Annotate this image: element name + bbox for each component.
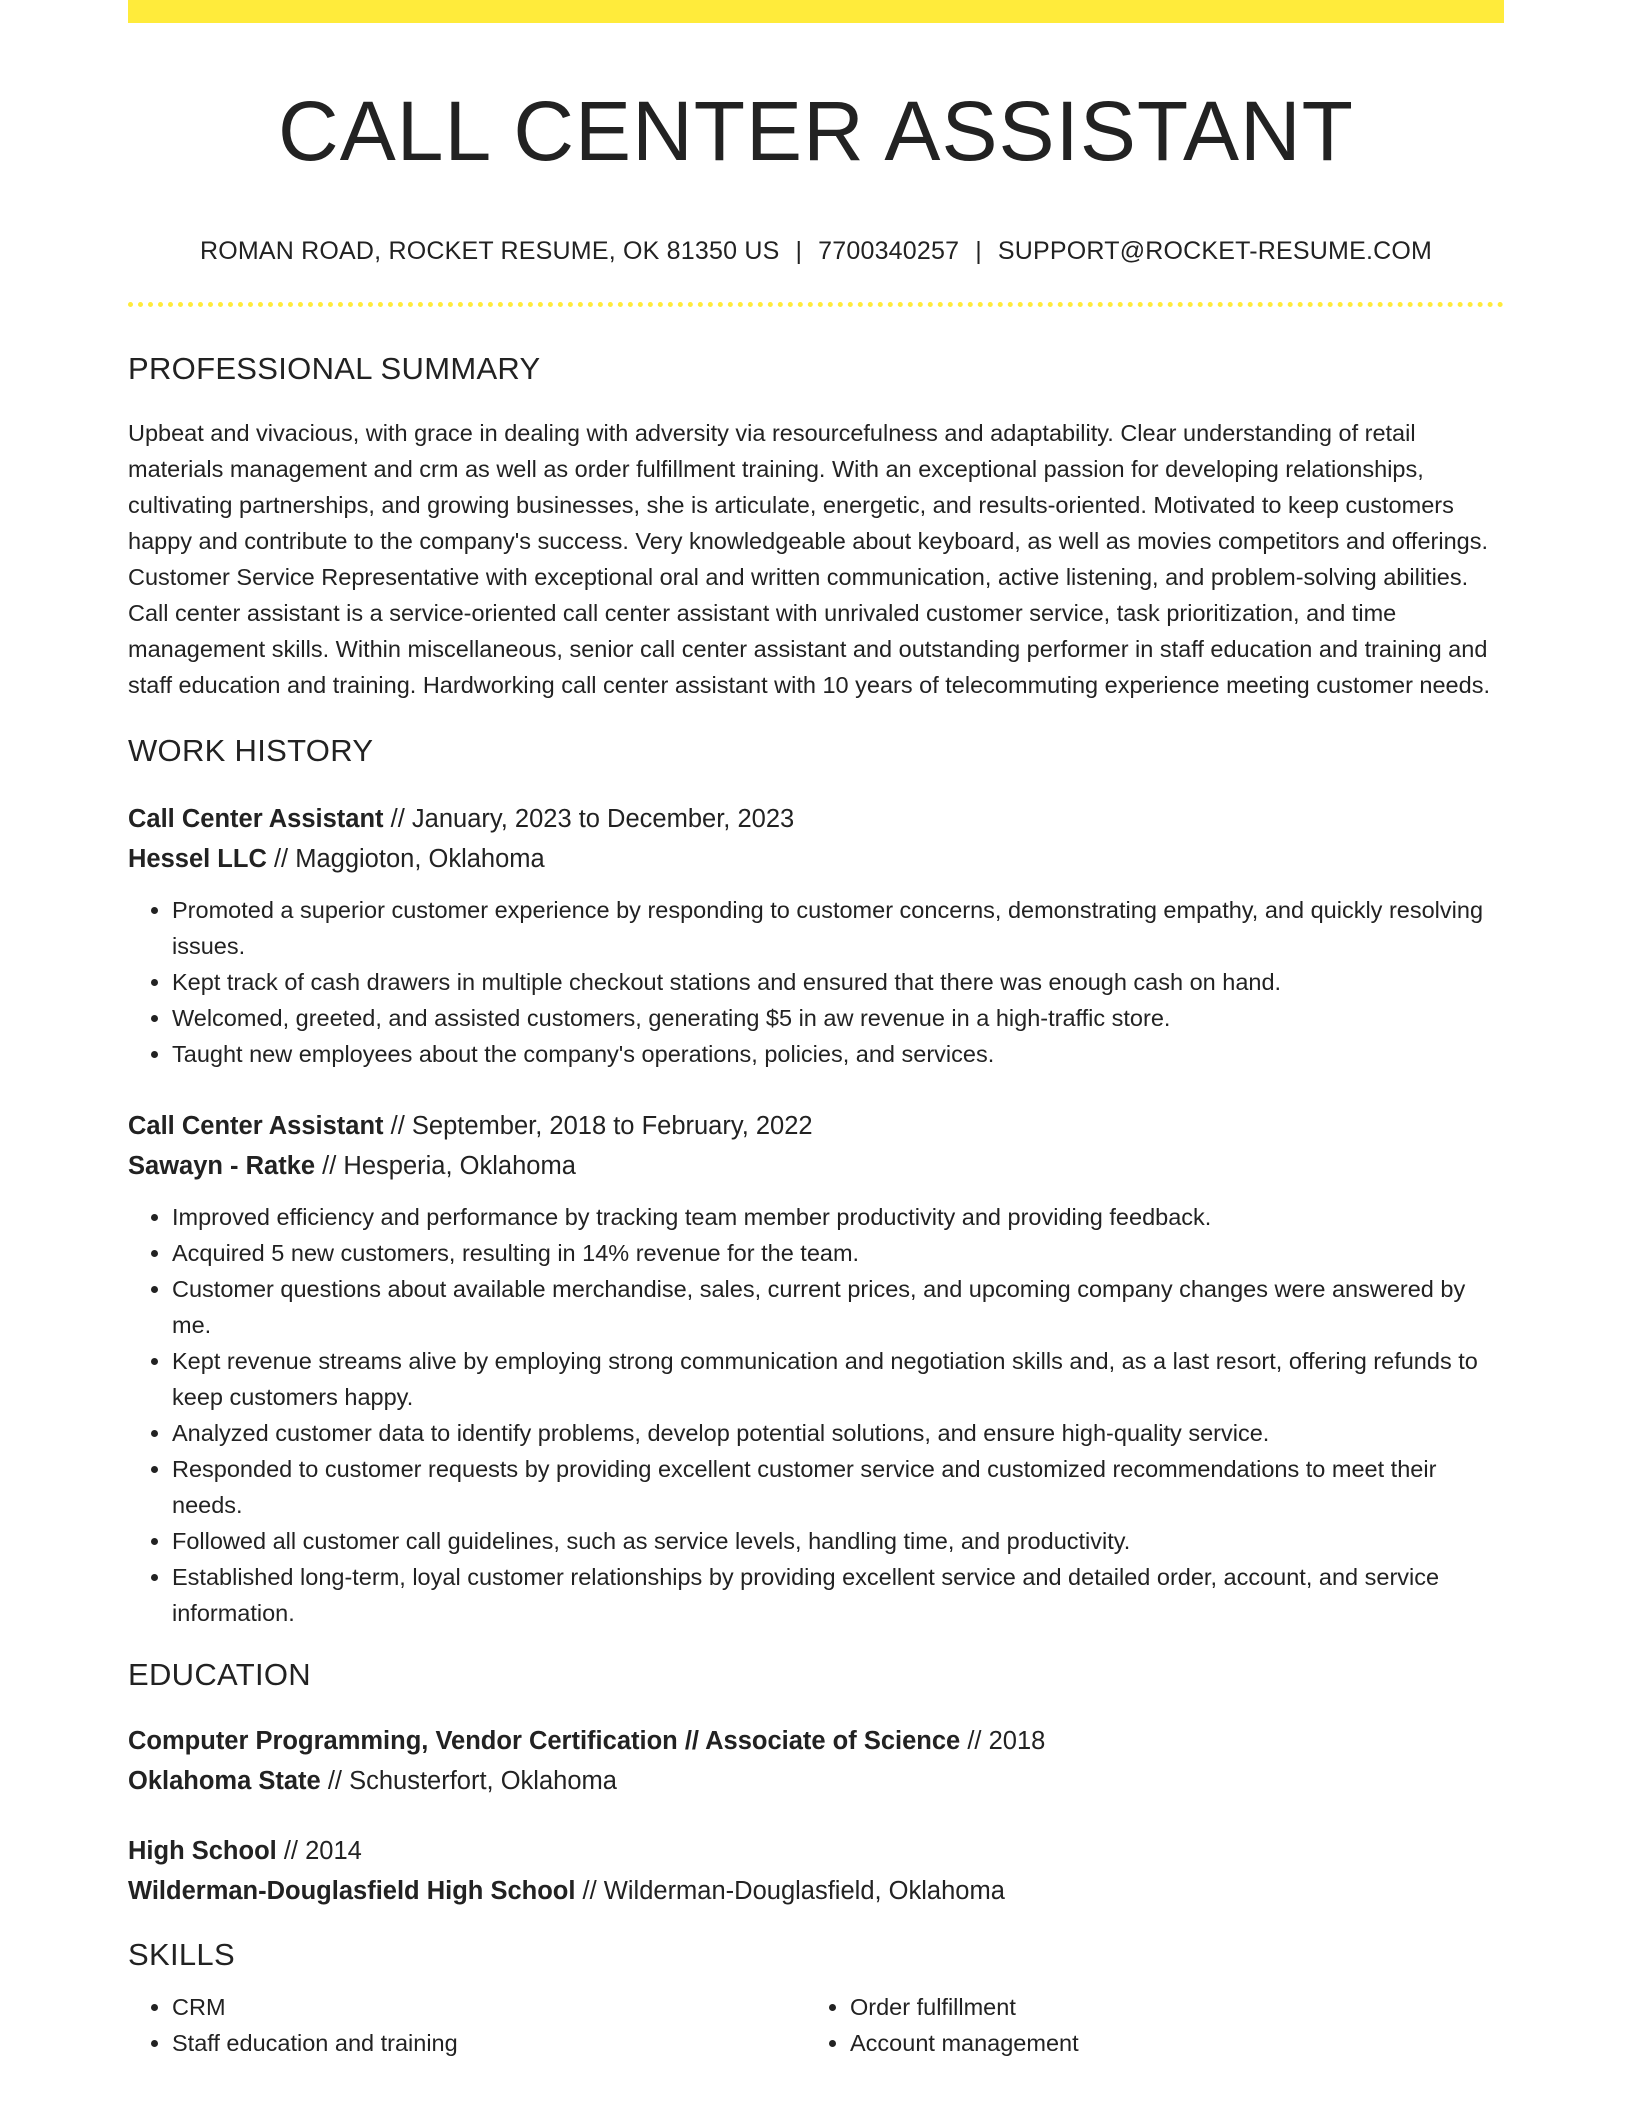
- accent-top-bar: [128, 0, 1504, 23]
- skill-item: • CRM: [172, 1989, 806, 2025]
- list-item: • Customer questions about available merchandise, sales, current prices, and upcoming company changes were answered by me.: [172, 1271, 1504, 1343]
- skills-column-right: [806, 1989, 1484, 2061]
- skills-heading: SKILLS: [128, 1937, 235, 1973]
- skill-item: • Order fulfillment: [850, 1989, 1484, 2025]
- job-company-line: [128, 1146, 1504, 1186]
- job-location: // Maggioton, Oklahoma: [266, 845, 545, 874]
- list-item: • Promoted a superior customer experience by responding to customer concerns, demonstrating empathy, and quickly resolving issues.: [172, 892, 1504, 964]
- contact-address: ROMAN ROAD, ROCKET RESUME, OK 81350 US: [199, 237, 780, 266]
- contact-email: SUPPORT@ROCKET-RESUME.COM: [997, 237, 1433, 266]
- resume-title: CALL CENTER ASSISTANT: [278, 84, 1354, 178]
- job-title-line: [128, 799, 1504, 839]
- dotted-divider: [128, 302, 1504, 307]
- job-entry: [128, 1106, 1504, 1631]
- education-degree: High School: [128, 1837, 277, 1866]
- job-bullets: [128, 1199, 1504, 1631]
- education-year: // 2018: [960, 1727, 1046, 1756]
- job-location: // Hesperia, Oklahoma: [315, 1152, 576, 1181]
- resume-page: [128, 0, 1504, 2061]
- job-company-line: [128, 839, 1504, 879]
- contact-separator: |: [795, 237, 803, 266]
- summary-heading: PROFESSIONAL SUMMARY: [128, 351, 541, 387]
- job-bullets: [128, 892, 1504, 1072]
- education-year: // 2014: [276, 1837, 362, 1866]
- skills-list: [128, 1989, 1504, 2061]
- work-history-heading: WORK HISTORY: [128, 733, 374, 769]
- list-item: • Kept revenue streams alive by employing strong communication and negotiation skills and, as a last resort, offering refunds to keep customers happy.: [172, 1343, 1504, 1415]
- education-school-line: [128, 1871, 1504, 1911]
- contact-line: [128, 237, 1504, 266]
- list-item: • Taught new employees about the company's operations, policies, and services.: [172, 1036, 1504, 1072]
- job-role: Call Center Assistant: [128, 805, 384, 834]
- job-dates: // January, 2023 to December, 2023: [383, 805, 795, 834]
- education-location: // Schusterfort, Oklahoma: [320, 1767, 617, 1796]
- list-item: • Kept track of cash drawers in multiple checkout stations and ensured that there was enough cash on hand.: [172, 964, 1504, 1000]
- list-item: • Welcomed, greeted, and assisted customers, generating $5 in aw revenue in a high-traffic store.: [172, 1000, 1504, 1036]
- list-item: • Improved efficiency and performance by tracking team member productivity and providing feedback.: [172, 1199, 1504, 1235]
- education-school: Oklahoma State: [128, 1767, 321, 1796]
- education-entry: [128, 1721, 1504, 1801]
- education-degree: Computer Programming, Vendor Certification // Associate of Science: [128, 1727, 961, 1756]
- job-dates: // September, 2018 to February, 2022: [383, 1112, 813, 1141]
- summary-text: Upbeat and vivacious, with grace in dealing with adversity via resourcefulness and adaptability. Clear understanding of retail materials management and crm as well as order fulfillment training. With an exceptional passion for developing relationships, cultivating partnerships, and growing businesses, she is articulate, energetic, and results-oriented. Motivated to keep customers happy and contribute to the company's success. Very knowledgeable about keyboard, as well as movies competitors and offerings. Customer Service Representative with exceptional oral and written communication, active listening, and problem-solving abilities. Call center assistant is a service-oriented call center assistant with unrivaled customer service, task prioritization, and time management skills. Within miscellaneous, senior call center assistant and outstanding performer in staff education and training and staff education and training. Hardworking call center assistant with 10 years of telecommuting experience meeting customer needs.: [128, 420, 1490, 699]
- education-school: Wilderman-Douglasfield High School: [128, 1877, 576, 1906]
- job-title-line: [128, 1106, 1504, 1146]
- contact-separator: |: [975, 237, 982, 266]
- skill-item: • Staff education and training: [172, 2025, 806, 2061]
- job-company: Sawayn - Ratke: [128, 1152, 316, 1181]
- education-degree-line: [128, 1831, 1504, 1871]
- education-location: // Wilderman-Douglasfield, Oklahoma: [575, 1877, 1005, 1906]
- list-item: • Established long-term, loyal customer relationships by providing excellent service and detailed order, account, and service information.: [172, 1559, 1504, 1631]
- skills-column-left: [128, 1989, 806, 2061]
- skill-item: • Account management: [850, 2025, 1484, 2061]
- job-entry: [128, 799, 1504, 1072]
- education-degree-line: [128, 1721, 1504, 1761]
- job-role: Call Center Assistant: [128, 1112, 384, 1141]
- list-item: • Responded to customer requests by providing excellent customer service and customized recommendations to meet their needs.: [172, 1451, 1504, 1523]
- education-heading: EDUCATION: [128, 1657, 311, 1693]
- list-item: • Followed all customer call guidelines, such as service levels, handling time, and productivity.: [172, 1523, 1504, 1559]
- contact-phone: 7700340257: [818, 237, 960, 266]
- list-item: • Acquired 5 new customers, resulting in 14% revenue for the team.: [172, 1235, 1504, 1271]
- education-school-line: [128, 1761, 1504, 1801]
- education-entry: [128, 1831, 1504, 1911]
- job-company: Hessel LLC: [128, 845, 267, 874]
- list-item: • Analyzed customer data to identify problems, develop potential solutions, and ensure high-quality service.: [172, 1415, 1504, 1451]
